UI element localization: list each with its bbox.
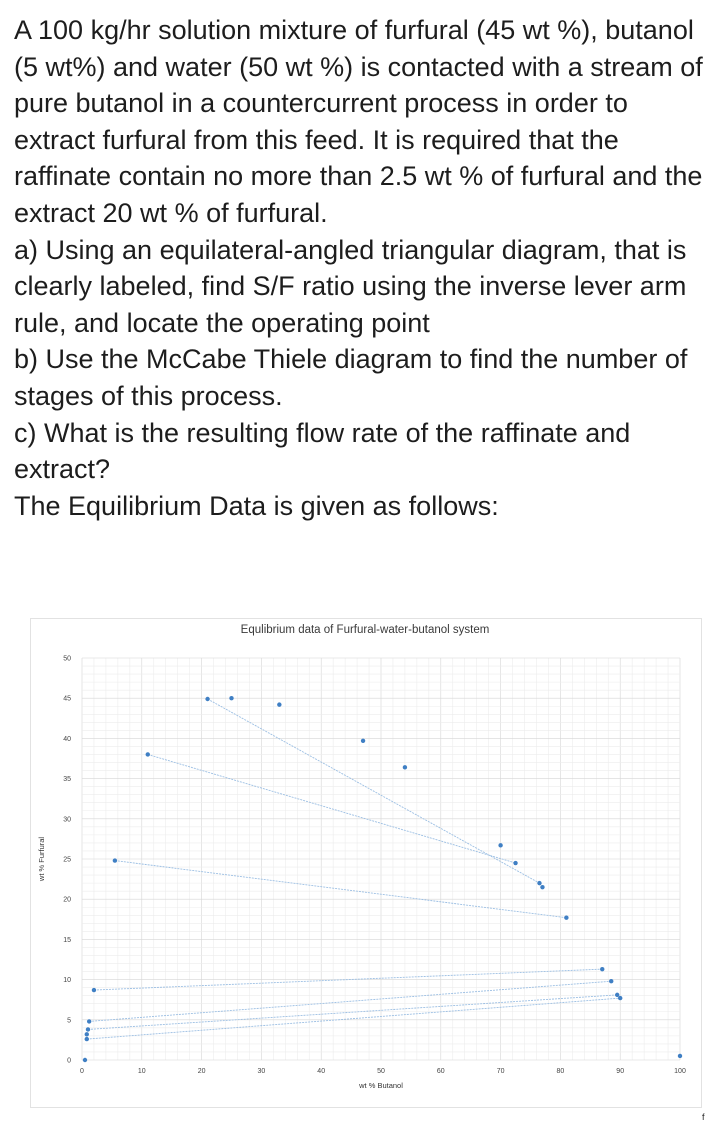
x-tick-label: 90 — [616, 1068, 625, 1075]
y-tick-label: 50 — [63, 655, 71, 663]
data-point — [83, 1058, 87, 1062]
data-point — [498, 843, 502, 847]
data-point — [678, 1054, 682, 1058]
y-tick-label: 25 — [63, 856, 71, 864]
data-point — [513, 861, 517, 865]
data-point — [92, 988, 96, 992]
y-tick-label: 20 — [63, 896, 71, 904]
data-point — [537, 881, 541, 885]
x-tick-label: 20 — [197, 1068, 206, 1075]
x-tick-label: 60 — [436, 1068, 445, 1075]
x-tick-label: 80 — [556, 1068, 565, 1075]
data-point — [403, 765, 407, 769]
data-point — [600, 967, 604, 971]
y-tick-label: 15 — [63, 936, 71, 944]
problem-intro: A 100 kg/hr solution mixture of furfural (45 wt %), butanol (5 wt%) and water (50 wt %) is contacted with a stream of pure butanol in a countercurrent process in order to extract furfural from this feed. It is required that the raffinate contain no more than 2.5 wt % of furfural and the extract 20 wt % of furfural. — [14, 15, 703, 228]
y-tick-label: 30 — [63, 816, 71, 824]
data-point — [564, 915, 568, 919]
data-point — [615, 993, 619, 997]
y-tick-label: 5 — [67, 1017, 71, 1025]
data-point — [85, 1037, 89, 1041]
tie-line — [208, 699, 540, 883]
problem-part-b: b) Use the McCabe Thiele diagram to find the number of stages of this process. — [14, 344, 688, 411]
data-point — [85, 1032, 89, 1036]
x-tick-label: 30 — [257, 1068, 266, 1075]
y-tick-label: 35 — [63, 776, 71, 784]
y-tick-label: 0 — [67, 1057, 71, 1065]
problem-part-c: c) What is the resulting flow rate of the raffinate and extract? — [14, 417, 631, 485]
data-point — [205, 697, 209, 701]
data-point — [146, 752, 150, 756]
x-tick-label: 50 — [377, 1068, 385, 1075]
x-tick-label: 40 — [317, 1068, 326, 1075]
data-point — [113, 858, 117, 862]
y-tick-label: 40 — [63, 735, 71, 743]
data-point — [277, 702, 281, 706]
x-tick-label: 70 — [496, 1068, 505, 1075]
x-tick-label: 10 — [137, 1068, 146, 1075]
x-tick-label: 0 — [80, 1068, 84, 1075]
y-tick-label: 10 — [63, 977, 71, 985]
tie-line — [88, 995, 617, 1030]
chart-title: Equlibrium data of Furfural-water-butanol system — [240, 624, 490, 636]
tie-line — [87, 998, 620, 1039]
problem-part-a: a) Using an equilateral-angled triangular diagram, that is clearly labeled, find S/F ratio using the inverse lever arm rule, and locate the operating point — [14, 234, 687, 338]
data-point — [609, 979, 613, 983]
y-axis-label: wt % Furfural — [37, 836, 46, 882]
x-tick-label: 100 — [674, 1068, 686, 1075]
tie-line — [115, 861, 566, 918]
data-point — [87, 1019, 91, 1023]
x-axis-label: wt % Butanol — [359, 1081, 403, 1090]
y-tick-label: 45 — [63, 695, 71, 703]
equilibrium-intro: The Equilibrium Data is given as follows: — [14, 490, 499, 521]
data-point — [618, 996, 622, 1000]
data-point — [86, 1027, 90, 1031]
corner-mark: f — [702, 1112, 705, 1122]
data-point — [540, 885, 544, 889]
data-point — [361, 739, 365, 743]
data-point — [229, 696, 233, 700]
